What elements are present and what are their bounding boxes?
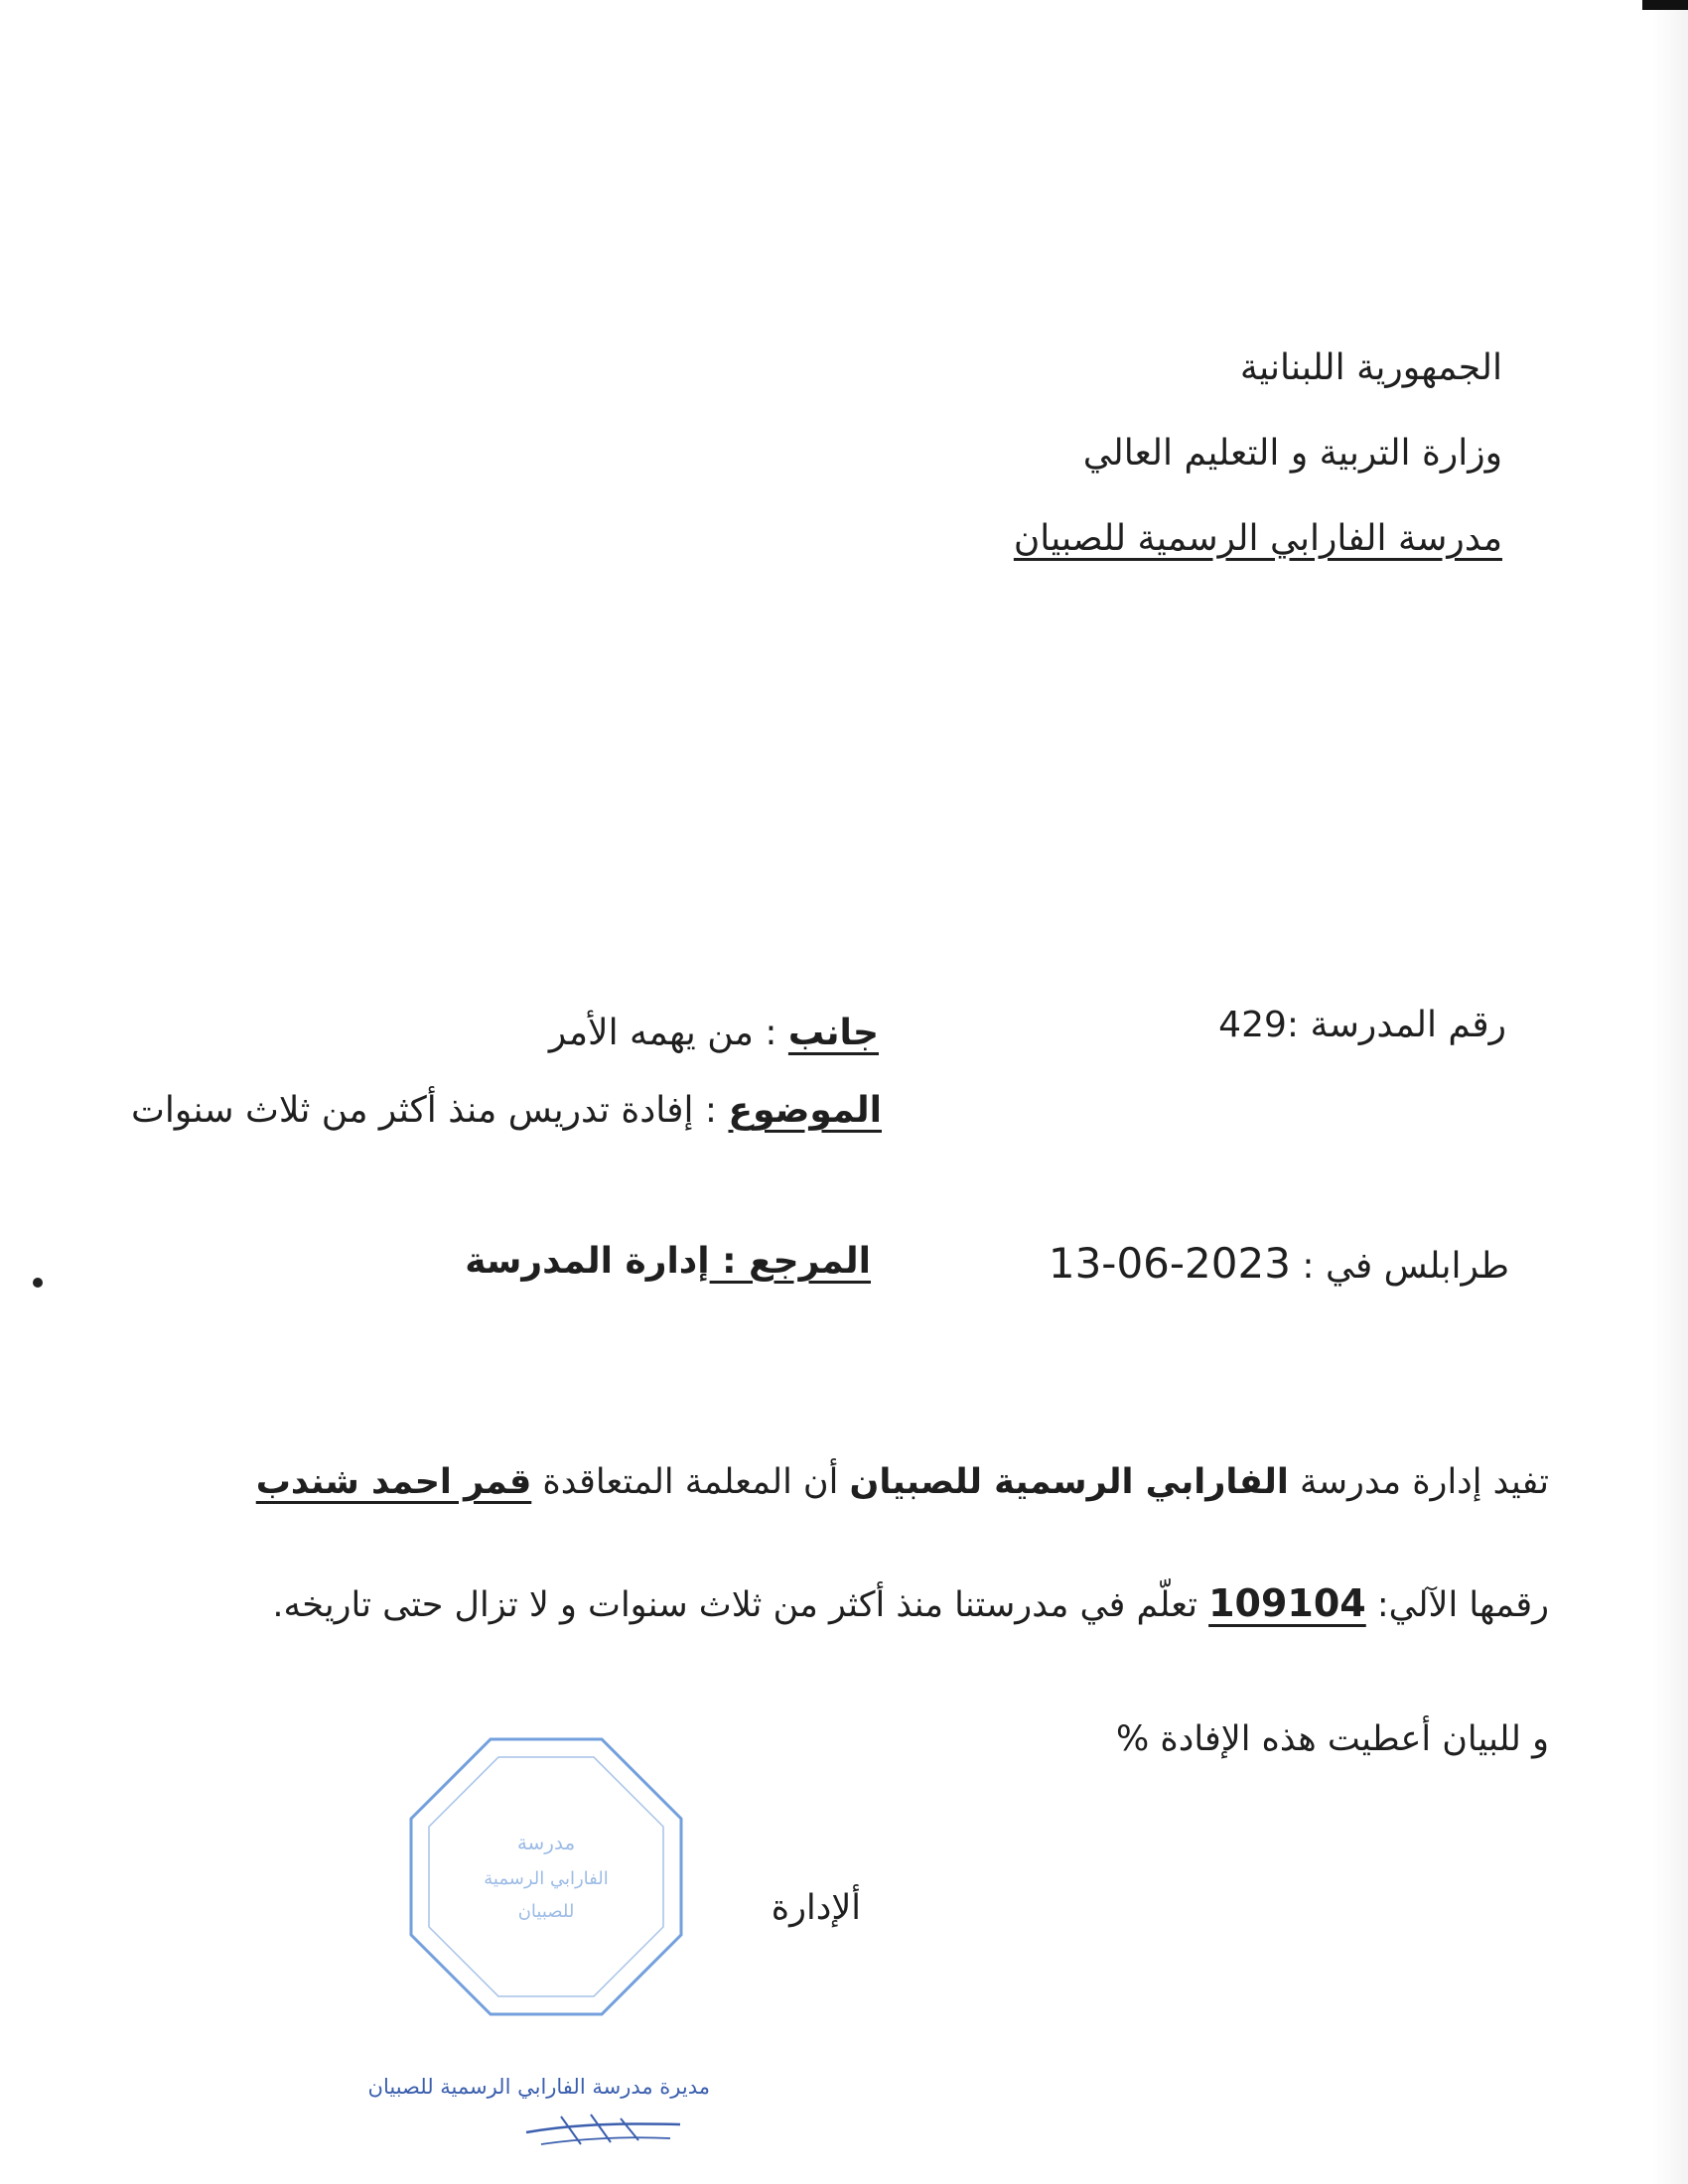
- body-line-1-mid: أن المعلمة المتعاقدة: [531, 1462, 850, 1502]
- scan-edge-shadow: [1652, 10, 1688, 2184]
- place-date-line: [1049, 1239, 1509, 1288]
- subject-line: [131, 1090, 882, 1131]
- administration-label: ألإدارة: [771, 1888, 861, 1928]
- reference-value: إدارة المدرسة: [465, 1241, 710, 1282]
- header-country: الجمهورية اللبنانية: [1239, 347, 1502, 388]
- body-line-2-pre: رقمها الآلي:: [1365, 1585, 1549, 1625]
- subject-value: : إفادة تدريس منذ أكثر من ثلاث سنوات: [131, 1090, 729, 1131]
- place-date-label: طرابلس في :: [1302, 1246, 1509, 1287]
- school-stamp: [407, 1735, 685, 2018]
- recipient-value: : من يهمه الأمر: [548, 1013, 788, 1053]
- recipient-line: [549, 1013, 879, 1053]
- reference-line: [465, 1241, 871, 1282]
- body-line-1: [256, 1462, 1549, 1502]
- subject-label: الموضوع: [728, 1090, 882, 1131]
- header-ministry: وزارة التربية و التعليم العالي: [1082, 433, 1502, 474]
- header-school: مدرسة الفارابي الرسمية للصبيان: [1013, 518, 1502, 559]
- body-line-2: [272, 1581, 1549, 1625]
- school-number-label: رقم المدرسة :: [1286, 1005, 1506, 1045]
- scan-speck: [33, 1278, 43, 1288]
- stamp-text-3: للصبيان: [517, 1901, 575, 1922]
- recipient-label: جانب: [787, 1013, 879, 1053]
- handwritten-signature: [521, 2105, 690, 2154]
- teacher-name: قمر احمد شندب: [255, 1462, 532, 1502]
- scan-edge-mark: [1642, 0, 1688, 10]
- school-number-value: 429: [1218, 1005, 1287, 1045]
- employee-number: 109104: [1208, 1581, 1366, 1625]
- body-line-1-pre: تفيد إدارة مدرسة: [1288, 1462, 1549, 1502]
- stamp-text-1: مدرسة: [516, 1831, 576, 1854]
- body-line-3: و للبيان أعطيت هذه الإفادة %: [1116, 1719, 1549, 1759]
- body-school-name: الفارابي الرسمية للصبيان: [849, 1462, 1289, 1502]
- date-value: 13-06-2023: [1048, 1239, 1291, 1288]
- school-number-line: [1218, 1005, 1506, 1045]
- stamp-text-2: الفارابي الرسمية: [484, 1868, 609, 1889]
- signature-school-caption: مديرة مدرسة الفارابي الرسمية للصبيان: [367, 2075, 710, 2099]
- body-line-2-post: تعلّم في مدرستنا منذ أكثر من ثلاث سنوات و لا تزال حتى تاريخه.: [272, 1585, 1209, 1625]
- reference-label: المرجع :: [709, 1241, 871, 1282]
